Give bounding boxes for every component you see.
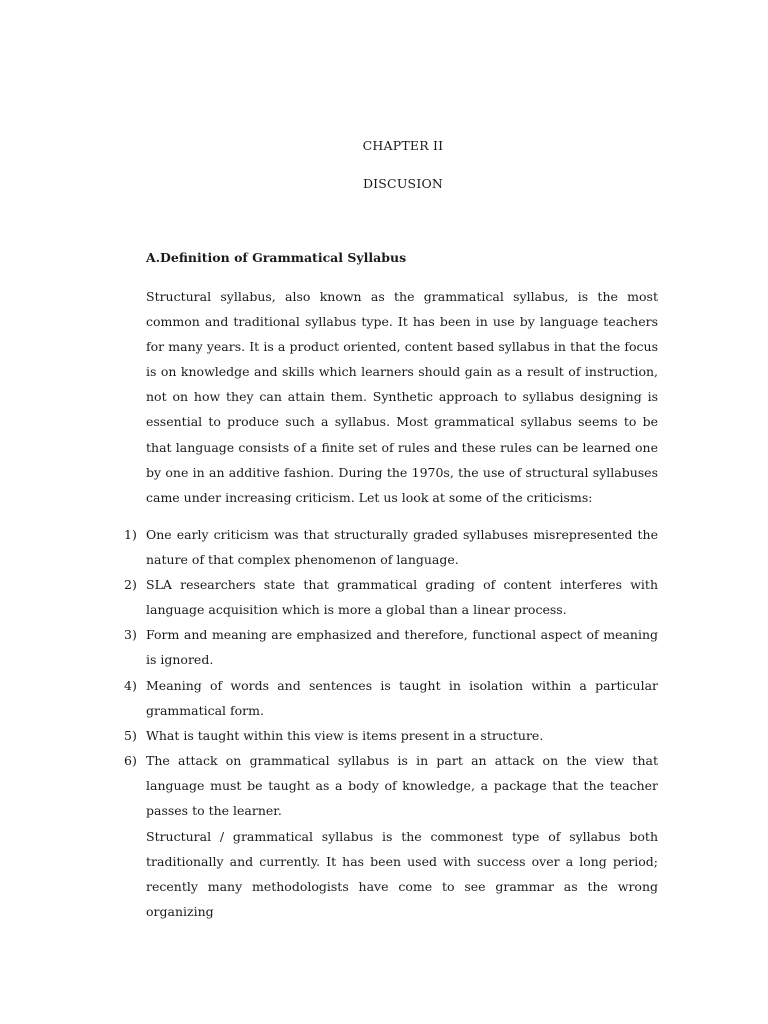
list-number: 5) <box>124 727 137 743</box>
criticism-item <box>124 522 658 572</box>
list-item-text: SLA researchers state that grammatical grading of content interferes with language acquisition which is more a global than a linear process. <box>146 577 658 618</box>
list-number: 3) <box>124 627 137 643</box>
list-item-text: What is taught within this view is items present in a structure. <box>146 727 544 743</box>
criticism-item <box>124 572 658 622</box>
criticism-item <box>124 622 658 672</box>
criticism-item <box>124 723 658 748</box>
criticism-list <box>124 522 658 823</box>
list-number: 6) <box>124 752 137 768</box>
chapter-title: CHAPTER II <box>362 138 444 153</box>
list-number: 2) <box>124 577 137 593</box>
chapter-subtitle: DISCUSION <box>362 176 444 191</box>
closing-paragraph: Structural / grammatical syllabus is the commonest type of syllabus both traditionally and currently. It has been used with success over a long period; recently many methodologists have come to see grammar as the wrong organizing <box>146 829 658 920</box>
list-number: 4) <box>124 677 137 693</box>
intro-paragraph: Structural syllabus, also known as the grammatical syllabus, is the most common and traditional syllabus type. It has been in use by language teachers for many years. It is a product oriented, content based syllabus in that the focus is on knowledge and skills which learners should gain as a result of instruction, not on how they can attain them. Synthetic approach to syllabus designing is essential to produce such a syllabus. Most grammatical syllabus seems to be that language consists of a finite set of rules and these rules can be learned one by one in an additive fashion. During the 1970s, the use of structural syllabuses came under increasing criticism. Let us look at some of the criticisms: <box>146 289 658 505</box>
list-number: 1) <box>124 527 137 542</box>
section-heading: A.Definition of Grammatical Syllabus <box>146 250 407 265</box>
list-item-text: The attack on grammatical syllabus is in part an attack on the view that language must be taught as a body of knowledge, a package that the teacher passes to the learner. <box>146 752 658 819</box>
criticism-item <box>124 673 658 723</box>
criticism-item <box>124 748 658 823</box>
list-item-text: Form and meaning are emphasized and therefore, functional aspect of meaning is ignored. <box>146 627 658 668</box>
list-item-text: Meaning of words and sentences is taught in isolation within a particular grammatical form. <box>146 677 658 718</box>
list-item-text: One early criticism was that structurally graded syllabuses misrepresented the nature of that complex phenomenon of language. <box>146 527 658 568</box>
